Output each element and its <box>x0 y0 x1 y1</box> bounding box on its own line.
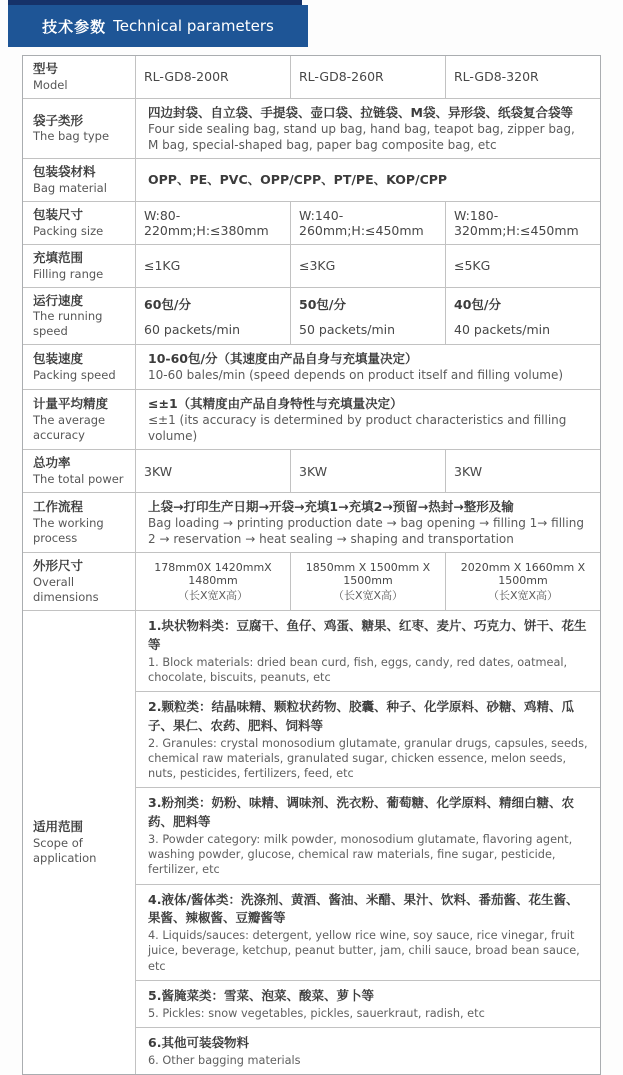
scope-item-pickles <box>136 981 600 1028</box>
total-power-cell-3: 3KW <box>454 463 483 479</box>
scope-item-en: 1. Block materials: dried bean curd, fish, eggs, candy, red dates, oatmeal, chocolate, biscuits, peanuts, etc <box>148 655 568 684</box>
scope-item-powder <box>136 788 600 884</box>
row-label-en: The average accuracy <box>33 413 106 443</box>
working-process-en: Bag loading → printing production date → bag opening → filling 1→ filling 2 → reservation → heat sealing → shaping and transportation <box>148 516 584 546</box>
total-power-cell-2: 3KW <box>291 450 446 492</box>
scope-item-en: 6. Other bagging materials <box>148 1053 301 1067</box>
row-label-en: The working process <box>33 516 104 546</box>
bag-material-cn: OPP、PE、PVC、OPP/CPP、PT/PE、KOP/CPP <box>148 171 448 187</box>
running-speed-cell-1 <box>136 288 291 345</box>
row-label <box>23 245 136 287</box>
running-speed-cn: 50包/分 <box>299 296 346 312</box>
running-speed-cn: 40包/分 <box>454 296 501 312</box>
scope-item-cn: 3.粉剂类：奶粉、味精、调味剂、洗衣粉、葡萄糖、化学原料、精细白糖、农药、肥料等 <box>148 795 574 830</box>
running-speed-cn: 60包/分 <box>144 296 191 312</box>
table-row-model <box>23 56 600 99</box>
row-label <box>23 288 136 345</box>
filling-range-cell-1: ≤1KG <box>136 245 291 287</box>
row-label-cn: 计量平均精度 <box>33 396 109 412</box>
row-cells <box>136 288 600 345</box>
row-label-en: Scope of application <box>33 836 97 866</box>
row-label <box>23 390 136 449</box>
row-label <box>23 611 136 1074</box>
table-row-scope <box>23 611 600 1074</box>
row-label-cn: 总功率 <box>33 455 71 471</box>
model-cell-1: RL-GD8-200R <box>136 56 291 98</box>
row-label-en: The total power <box>33 472 124 487</box>
row-label <box>23 56 136 98</box>
row-cells <box>136 202 600 244</box>
row-label-en: Bag material <box>33 181 107 195</box>
packing-size-cell-2: W:140-260mm;H:≤450mm <box>291 202 446 244</box>
table-row-overall-dimensions <box>23 553 600 611</box>
dimensions-lwh-note: （长X宽X高） <box>332 588 404 602</box>
packing-speed-value <box>136 345 600 389</box>
row-label-en: The bag type <box>33 129 110 144</box>
table-row-working-process <box>23 493 600 553</box>
dimensions-size: 1850mm X 1500mm X 1500mm <box>305 560 431 587</box>
table-row-packing-size <box>23 202 600 245</box>
scope-item-cn: 5.酱腌菜类：雪菜、泡菜、酸菜、萝卜等 <box>148 987 374 1003</box>
scope-item-liquids-sauces <box>136 885 600 981</box>
bag-type-en: Four side sealing bag, stand up bag, hand bag, teapot bag, zipper bag, M bag, special-shaped bag, paper bag composite bag, etc <box>148 121 575 152</box>
row-label <box>23 553 136 610</box>
model-cell-3: RL-GD8-320R <box>454 69 539 85</box>
model-cell-2: RL-GD8-260R <box>291 56 446 98</box>
scope-item-cn: 1.块状物料类：豆腐干、鱼仔、鸡蛋、糖果、红枣、麦片、巧克力、饼干、花生等 <box>148 618 587 652</box>
dimensions-lwh-note: （长X宽X高） <box>487 588 559 602</box>
running-speed-en: 40 packets/min <box>454 322 551 338</box>
row-cells <box>136 553 600 610</box>
scope-items <box>136 611 600 1074</box>
row-label-en: The running speed <box>33 309 103 339</box>
dimensions-lwh-note: （长X宽X高） <box>177 588 249 602</box>
bag-type-value <box>136 99 600 158</box>
page-title-banner <box>8 5 308 47</box>
row-label-en: Overall dimensions <box>33 575 99 605</box>
row-label-cn: 型号 <box>33 61 59 76</box>
row-label <box>23 99 136 158</box>
packing-speed-cn: 10-60包/分（其速度由产品自身与充填量决定） <box>148 351 418 367</box>
row-label <box>23 159 136 201</box>
running-speed-cell-2 <box>291 288 446 345</box>
scope-item-en: 4. Liquids/sauces: detergent, yellow rice wine, soy sauce, rice vinegar, fruit juice, beverage, ketchup, peanut butter, jam, chili sauce, broad bean sauce, etc <box>148 929 580 973</box>
table-row-bag-material <box>23 159 600 202</box>
scope-item-granules <box>136 692 600 788</box>
bag-type-cn: 四边封袋、自立袋、手提袋、壶口袋、拉链袋、M袋、异形袋、纸袋复合袋等 <box>148 104 573 120</box>
dimensions-size: 2020mm X 1660mm X 1500mm <box>460 560 586 587</box>
dimensions-cell-1 <box>136 553 291 610</box>
filling-range-cell-2: ≤3KG <box>291 245 446 287</box>
scope-item-en: 5. Pickles: snow vegetables, pickles, sauerkraut, radish, etc <box>148 1006 485 1020</box>
row-label <box>23 450 136 492</box>
working-process-value <box>136 493 600 552</box>
packing-speed-en: 10-60 bales/min (speed depends on product itself and filling volume) <box>148 368 564 383</box>
row-label-cn: 工作流程 <box>33 499 84 515</box>
row-label-cn: 包装袋材料 <box>33 164 96 180</box>
dimensions-size: 178mm0X 1420mmX 1480mm <box>154 560 272 587</box>
scope-item-en: 3. Powder category: milk powder, monosodium glutamate, flavoring agent, washing powder, glucose, chemical raw materials, fine sugar, pesticide, fertilizer, etc <box>148 832 573 877</box>
table-row-total-power <box>23 450 600 493</box>
scope-item-cn: 6.其他可装袋物料 <box>148 1034 249 1050</box>
row-label-en: Packing size <box>33 223 104 238</box>
scope-item-block-materials <box>136 611 600 692</box>
total-power-cell-1: 3KW <box>136 450 291 492</box>
row-label-cn: 适用范围 <box>33 819 84 835</box>
row-label-cn: 袋子类形 <box>33 112 84 128</box>
running-speed-en: 50 packets/min <box>299 322 396 338</box>
page-title-cn: 技术参数 <box>42 17 107 36</box>
running-speed-en: 60 packets/min <box>144 322 241 338</box>
row-cells <box>136 450 600 492</box>
average-accuracy-cn: ≤±1（其精度由产品自身特性与充填量决定） <box>148 396 403 412</box>
row-label <box>23 345 136 389</box>
table-row-running-speed <box>23 288 600 346</box>
dimensions-cell-2 <box>291 553 446 610</box>
scope-item-cn: 4.液体/酱体类：洗涤剂、黄酒、酱油、米醋、果汁、饮料、番茄酱、花生酱、果酱、辣椒酱、豆瓣酱等 <box>148 891 579 926</box>
row-label-cn: 运行速度 <box>33 292 84 308</box>
table-row-bag-type <box>23 99 600 159</box>
row-label-cn: 包装速度 <box>33 351 84 367</box>
scope-item-other <box>136 1028 600 1074</box>
row-label-cn: 外形尺寸 <box>33 558 84 574</box>
row-label-cn: 包装尺寸 <box>33 206 84 222</box>
row-label-en: Model <box>33 77 68 92</box>
page-title-en: Technical parameters <box>113 17 274 35</box>
row-cells <box>136 56 600 98</box>
table-row-average-accuracy <box>23 390 600 450</box>
row-label-en: Filling range <box>33 266 104 281</box>
bag-material-value <box>136 159 600 201</box>
running-speed-cell-3 <box>446 288 600 345</box>
row-label-en: Packing speed <box>33 368 116 383</box>
scope-item-en: 2. Granules: crystal monosodium glutamate, granular drugs, capsules, seeds, chemical raw materials, granulated sugar, chicken essence, melon seeds, nuts, pesticides, fertilizers, feed, etc <box>148 736 588 781</box>
row-cells <box>136 245 600 287</box>
packing-size-cell-1: W:80-220mm;H:≤380mm <box>136 202 291 244</box>
dimensions-cell-3 <box>446 553 600 610</box>
row-label <box>23 493 136 552</box>
packing-size-cell-3: W:180-320mm;H:≤450mm <box>454 207 579 238</box>
scope-item-cn: 2.颗粒类：结晶味精、颗粒状药物、胶囊、种子、化学原料、砂糖、鸡精、瓜子、果仁、农药、肥料、饲料等 <box>148 699 574 733</box>
average-accuracy-en: ≤±1 (its accuracy is determined by product characteristics and filling volume) <box>148 413 567 443</box>
working-process-cn: 上袋→打印生产日期→开袋→充填1→充填2→预留→热封→整形及输 <box>148 499 514 515</box>
filling-range-cell-3: ≤5KG <box>454 258 491 274</box>
row-label-cn: 充填范围 <box>33 249 84 265</box>
table-row-packing-speed <box>23 345 600 390</box>
table-row-filling-range <box>23 245 600 288</box>
row-label <box>23 202 136 244</box>
average-accuracy-value <box>136 390 600 449</box>
spec-table <box>22 55 601 1075</box>
